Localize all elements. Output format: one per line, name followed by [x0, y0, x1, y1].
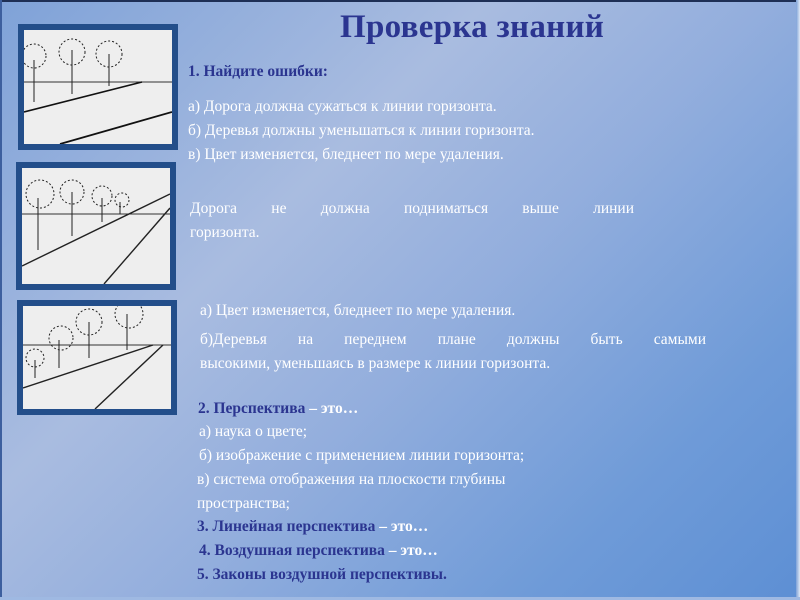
- section1-heading: 1. Найдите ошибки:: [188, 63, 328, 80]
- image-frame-1: [18, 24, 178, 150]
- question-2-label: 2. Перспектива: [198, 400, 306, 417]
- slide-edge-left: [0, 0, 2, 600]
- section1-item-b: б) Деревья должны уменьшаться к линии горизонта.: [188, 122, 535, 139]
- question-2-option-c-cont: пространства;: [197, 495, 290, 512]
- question-4-label: 4. Воздушная перспектива: [199, 542, 385, 559]
- slide-edge-right: [796, 0, 800, 600]
- section3-item-b-line1: б)Деревья на переднем плане должны быть самыми: [200, 331, 706, 348]
- landscape-drawing-image: [23, 306, 171, 409]
- question-2-suffix: – это…: [305, 400, 359, 417]
- landscape-drawing-image: [24, 30, 172, 144]
- question-4: [199, 540, 438, 562]
- question-2: [198, 398, 358, 420]
- question-2-option-c: в) система отображения на плоскости глубины: [197, 471, 506, 488]
- section2-line2: горизонта.: [190, 224, 260, 241]
- question-2-option-b: б) изображение с применением линии горизонта;: [199, 447, 525, 464]
- section3-item-b-line2: высокими, уменьшаясь в размере к линии горизонта.: [200, 355, 551, 372]
- question-3-label: 3. Линейная перспектива: [197, 518, 376, 535]
- section2-line1: Дорога не должна подниматься выше линии: [190, 200, 634, 217]
- image-frame-2: [16, 162, 176, 290]
- slide-edge-top: [0, 0, 800, 2]
- question-4-suffix: – это…: [384, 542, 438, 559]
- slide-title: Проверка знаний: [340, 9, 605, 45]
- question-3-suffix: – это…: [375, 518, 429, 535]
- landscape-drawing-image: [22, 168, 170, 284]
- question-5: 5. Законы воздушной перспективы.: [197, 566, 447, 583]
- question-3: [197, 516, 428, 538]
- question-2-option-a: а) наука о цвете;: [199, 423, 308, 440]
- section1-item-a: а) Дорога должна сужаться к линии горизонта.: [188, 98, 497, 115]
- section1-item-c: в) Цвет изменяется, бледнеет по мере удаления.: [188, 146, 504, 163]
- image-frame-3: [17, 300, 177, 415]
- section3-item-a: а) Цвет изменяется, бледнеет по мере удаления.: [200, 302, 516, 319]
